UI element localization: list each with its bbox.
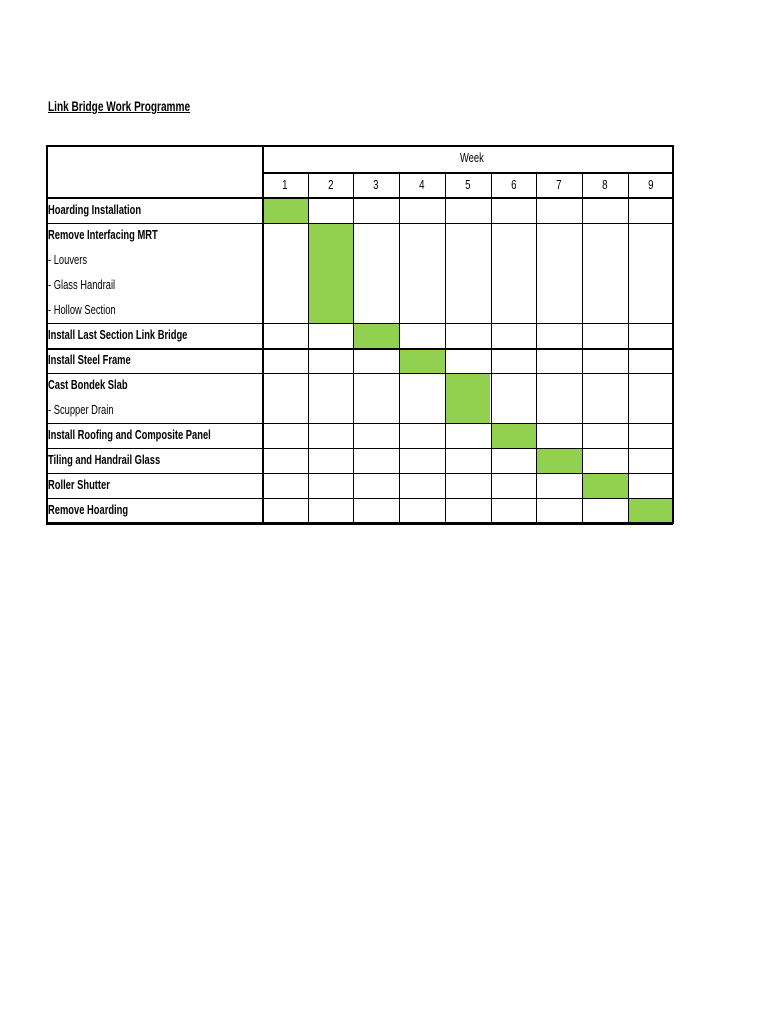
row-line [46, 423, 673, 424]
task-label: Install Roofing and Composite Panel [48, 427, 211, 442]
page-title: Link Bridge Work Programme [48, 98, 191, 114]
week-number: 6 [510, 177, 517, 192]
row-line [46, 448, 673, 449]
week-number: 3 [373, 177, 379, 192]
task-sub-label: - Louvers [48, 252, 88, 267]
week-number: 4 [419, 177, 425, 192]
task-bar [445, 373, 491, 423]
header-divider [262, 172, 673, 174]
row-line [46, 323, 673, 324]
label-column-divider [262, 145, 264, 523]
task-bar [399, 348, 445, 373]
task-label: Install Last Section Link Bridge [48, 327, 188, 342]
table-border-top [46, 145, 673, 147]
task-sub-label: - Hollow Section [48, 302, 116, 317]
week-number: 1 [282, 177, 288, 192]
row-line [46, 473, 673, 474]
week-number: 9 [647, 177, 654, 192]
task-label: Remove Interfacing MRT [48, 227, 158, 242]
task-bar [262, 198, 308, 223]
week-number: 7 [556, 177, 562, 192]
header-bottom-line [46, 197, 673, 199]
week-number: 5 [464, 177, 471, 192]
task-label: Roller Shutter [48, 477, 110, 492]
task-bar [353, 323, 399, 348]
row-line [46, 498, 673, 499]
row-line [46, 348, 673, 350]
task-bar [628, 498, 674, 523]
row-line [46, 373, 673, 374]
task-label: Tiling and Handrail Glass [48, 452, 161, 467]
week-number: 2 [327, 177, 334, 192]
task-sub-label: - Scupper Drain [48, 402, 114, 417]
task-bar [536, 448, 582, 473]
task-label: Remove Hoarding [48, 502, 129, 517]
row-line [46, 223, 673, 224]
task-label: Cast Bondek Slab [48, 377, 128, 392]
task-label: Hoarding Installation [48, 202, 142, 217]
work-programme-table [46, 145, 676, 526]
table-border-right [672, 145, 674, 524]
table-border-left [46, 145, 48, 524]
task-bar [491, 423, 537, 448]
week-number: 8 [602, 177, 608, 192]
task-label: Install Steel Frame [48, 352, 131, 367]
table-border-bottom [46, 522, 673, 525]
task-bar [308, 223, 354, 323]
task-bar [582, 473, 628, 498]
week-header-label: Week [459, 150, 484, 165]
task-sub-label: - Glass Handrail [48, 277, 116, 292]
